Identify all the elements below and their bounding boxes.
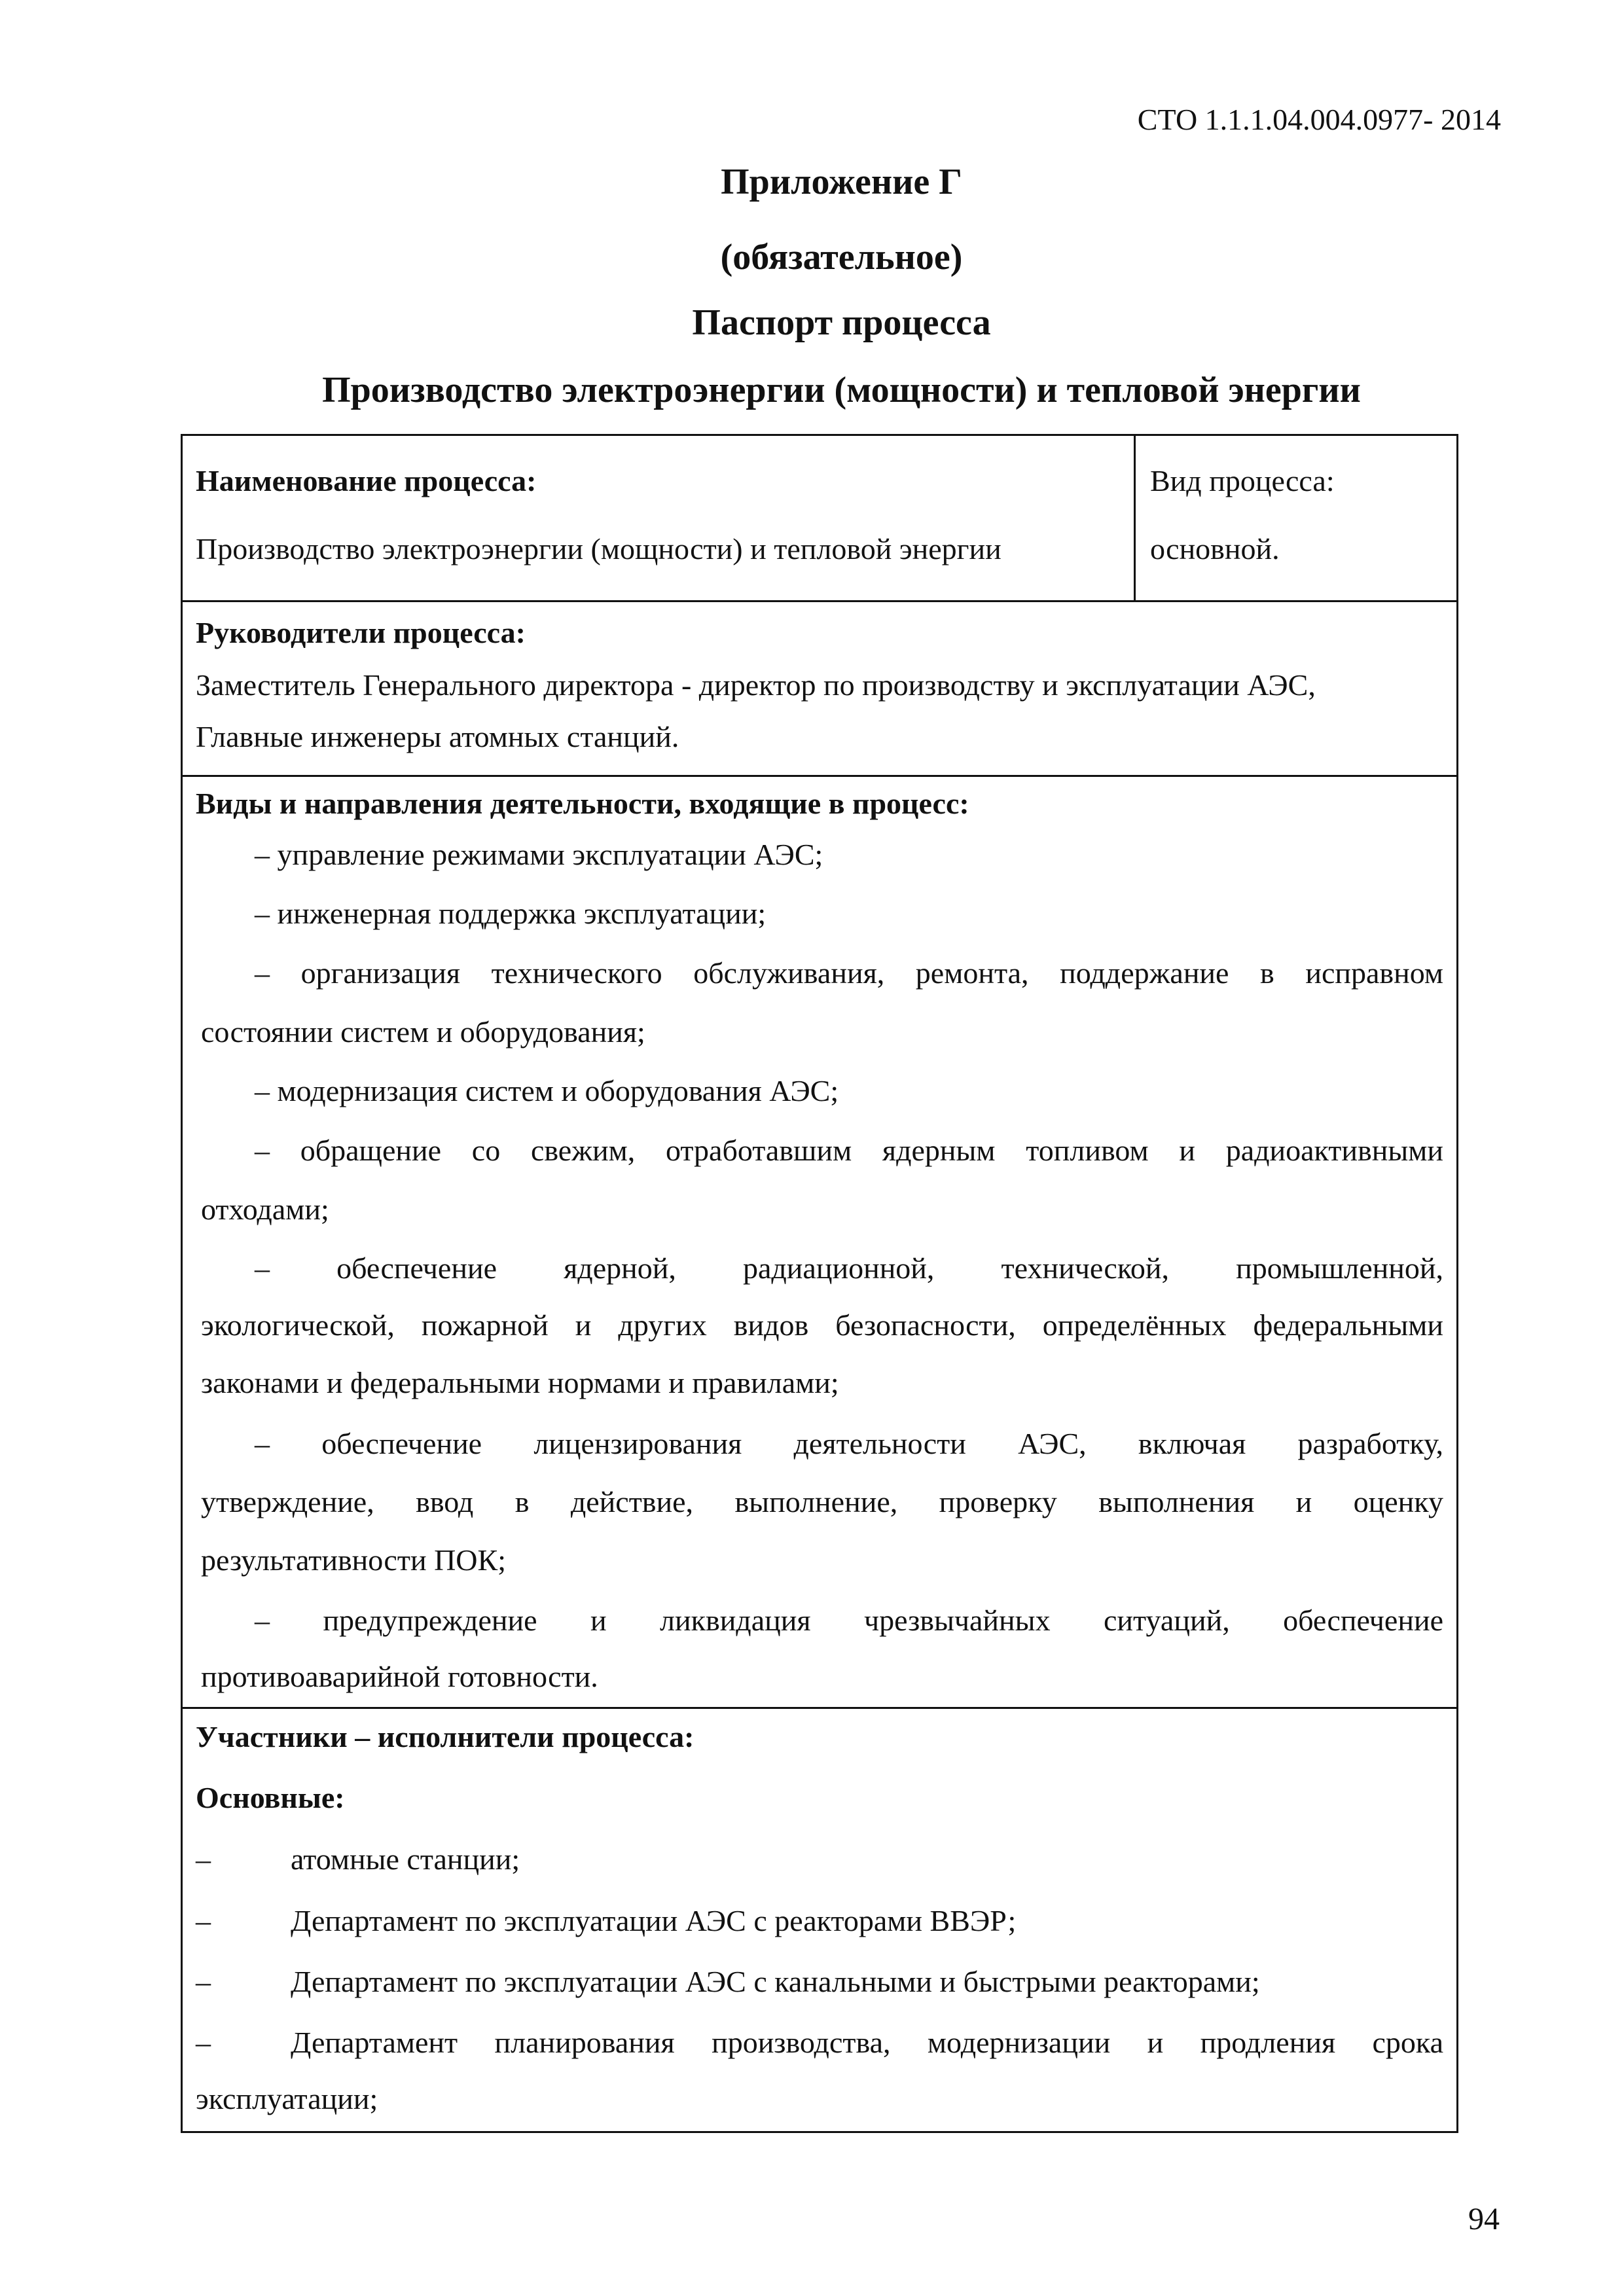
participant-text: Департамент планирования производства, модернизации и продления срока (291, 2026, 1443, 2059)
activity-text: – предупреждение и ликвидация чрезвычайных ситуаций, обеспечение (255, 1604, 1443, 1637)
appendix-status: (обязательное) (720, 237, 963, 278)
activity-item-continuation (201, 1310, 1443, 1340)
participants-row (183, 1709, 1456, 2135)
participant-item-continuation: эксплуатации; (196, 2082, 378, 2115)
activity-text: утверждение, ввод в действие, выполнение, проверку выполнения и оценку (201, 1485, 1443, 1518)
page-number: 94 (1468, 2202, 1500, 2236)
leaders-line-2: Главные инженеры атомных станций. (196, 720, 679, 753)
activity-text: – организация технического обслуживания, ремонта, поддержание в исправном (255, 956, 1443, 990)
participant-dash: – (196, 1965, 211, 1998)
activity-item: – модернизация систем и оборудования АЭС; (255, 1074, 839, 1107)
activity-item-continuation: результативности ПОК; (201, 1543, 506, 1577)
document-code: СТО 1.1.1.04.004.0977- 2014 (1137, 103, 1501, 136)
activity-item (255, 1605, 1443, 1636)
process-title: Производство электроэнергии (мощности) и тепловой энергии (322, 370, 1361, 410)
activity-item-continuation (201, 1487, 1443, 1517)
leaders-line-1: Заместитель Генерального директора - директор по производству и эксплуатации АЭС, (196, 668, 1316, 702)
process-passport-table (181, 434, 1458, 2133)
participants-label: Участники – исполнители процесса: (196, 1720, 695, 1753)
activity-item (255, 958, 1443, 988)
participant-dash: – (196, 2026, 211, 2059)
participant-item: Департамент по эксплуатации АЭС с реакторами ВВЭР; (291, 1904, 1017, 1937)
leaders-label: Руководители процесса: (196, 616, 526, 649)
activity-text: экологической, пожарной и других видов безопасности, определённых федеральными (201, 1308, 1443, 1342)
process-type-cell (1136, 436, 1456, 600)
activity-item-continuation: противоаварийной готовности. (201, 1660, 598, 1693)
process-name-row (183, 436, 1456, 602)
activity-text: – обеспечение лицензирования деятельности АЭС, включая разработку, (255, 1427, 1443, 1460)
passport-title: Паспорт процесса (692, 302, 991, 343)
activity-item: – инженерная поддержка эксплуатации; (255, 897, 767, 930)
participant-item: Департамент по эксплуатации АЭС с канальными и быстрыми реакторами; (291, 1965, 1260, 1998)
participant-item: атомные станции; (291, 1842, 520, 1876)
process-name-cell (183, 436, 1136, 600)
participant-item (291, 2028, 1443, 2058)
participant-dash: – (196, 1904, 211, 1937)
process-type-label: Вид процесса: (1150, 464, 1335, 497)
process-leaders-row (183, 602, 1456, 777)
activity-item (255, 1253, 1443, 1283)
activity-item: – управление режимами эксплуатации АЭС; (255, 838, 823, 871)
activity-item-continuation: законами и федеральными нормами и правилами; (201, 1366, 839, 1399)
activity-text: – обеспечение ядерной, радиационной, технической, промышленной, (255, 1251, 1443, 1285)
activity-item-continuation: состоянии систем и оборудования; (201, 1015, 645, 1049)
process-name-label: Наименование процесса: (196, 464, 537, 497)
participant-dash: – (196, 1842, 211, 1876)
activity-item (255, 1136, 1443, 1166)
activity-item (255, 1429, 1443, 1459)
activity-text: – обращение со свежим, отработавшим ядерным топливом и радиоактивными (255, 1134, 1443, 1167)
activities-label: Виды и направления деятельности, входящие в процесс: (196, 787, 969, 820)
appendix-title: Приложение Г (721, 162, 962, 202)
activity-item-continuation: отходами; (201, 1193, 329, 1226)
process-type-value: основной. (1150, 532, 1280, 565)
activities-row (183, 777, 1456, 1709)
process-name-value: Производство электроэнергии (мощности) и тепловой энергии (196, 532, 1001, 565)
main-participants-label: Основные: (196, 1781, 345, 1814)
